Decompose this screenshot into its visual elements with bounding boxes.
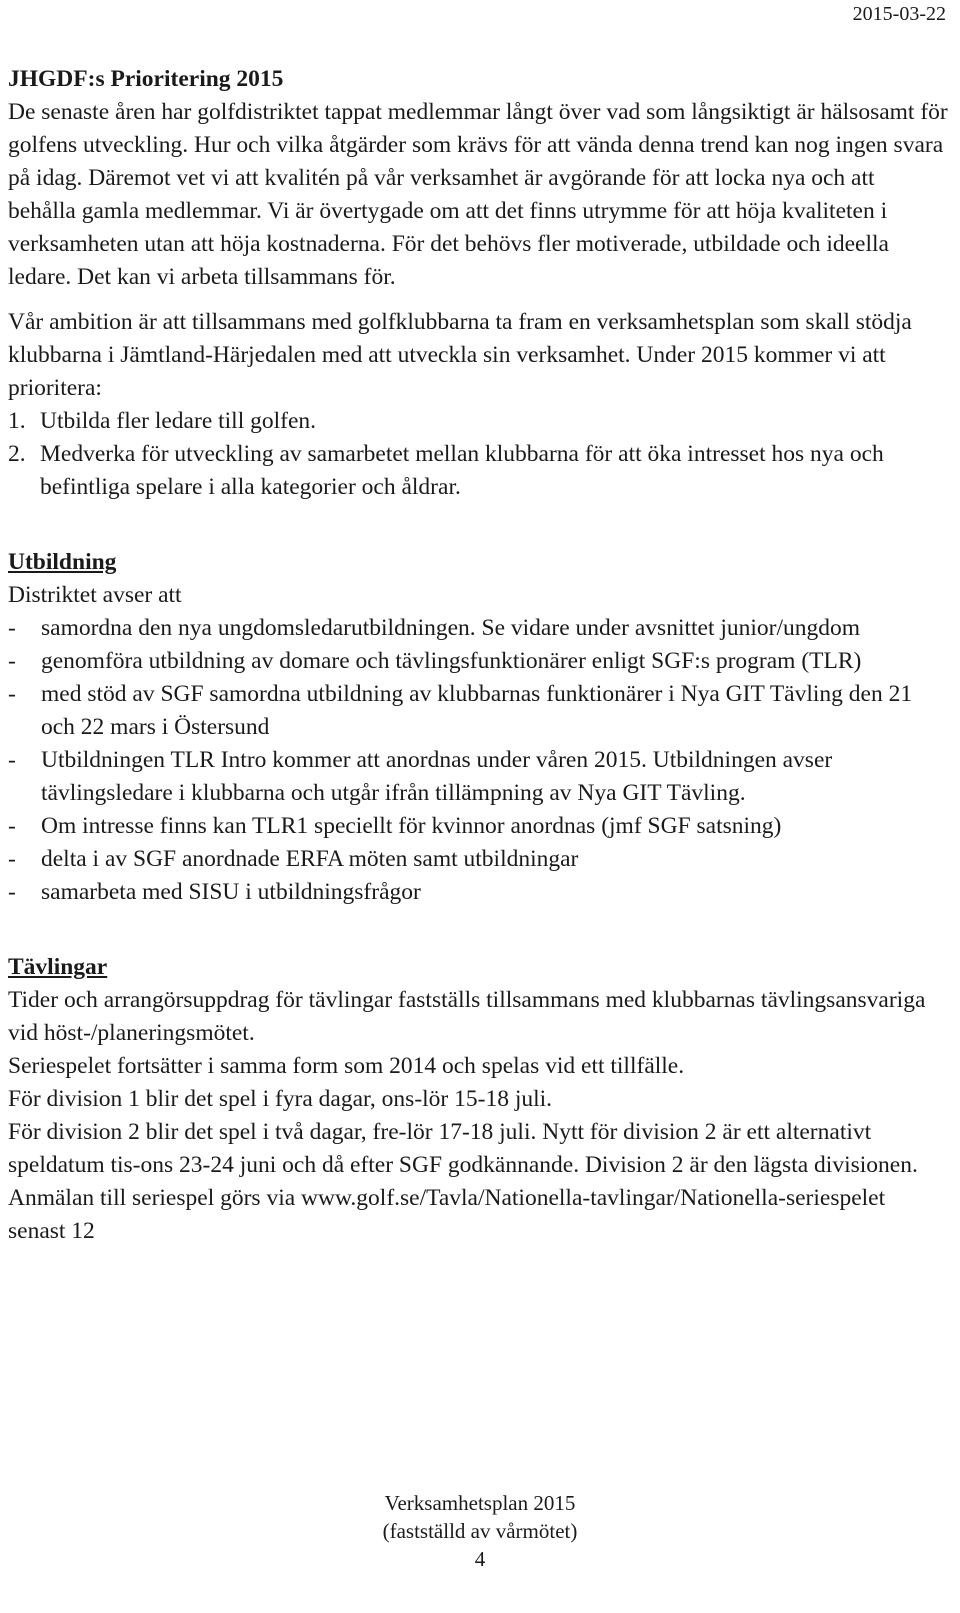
intro-paragraph: De senaste åren har golfdistriktet tappat medlemmar långt över vad som långsiktigt är hälsosamt för golfens utveckling. Hur och vilka åtgärder som krävs för att vända denna trend kan nog ingen svara på idag. Däremot vet vi att kvalitén på vår verksamhet är avgörande för att locka nya och att behålla gamla medlemmar. Vi är övertygade om att det finns utrymme för att höja kvaliteten i verksamheten utan att höja kostnaderna. För det behövs fler motiverade, utbildade och ideella ledare. Det kan vi arbeta tillsammans för. (8, 99, 948, 290)
page-footer (0, 1489, 960, 1573)
utbildning-lead: Distriktet avser att (8, 582, 182, 608)
list-item-text: Utbildningen TLR Intro kommer att anordnas under våren 2015. Utbildningen avser tävlingsledare i klubbarna och utgår ifrån tillämpning av Nya GIT Tävling. (41, 747, 833, 806)
tavlingar-paragraph-2: Seriespelet fortsätter i samma form som 2014 och spelas vid ett tillfälle. (8, 1053, 685, 1079)
list-item-text: samordna den nya ungdomsledarutbildningen. Se vidare under avsnittet junior/ungdom (41, 615, 861, 641)
list-item: - Om intresse finns kan TLR1 speciellt för kvinnor anordnas (jmf SGF satsning) (8, 810, 948, 843)
page-number: 4 (474, 1547, 486, 1571)
list-item-text: delta i av SGF anordnade ERFA möten samt utbildningar (41, 846, 579, 872)
list-item-text: med stöd av SGF samordna utbildning av klubbarnas funktionärer i Nya GIT Tävling den 21 och 22 mars i Östersund (41, 681, 913, 740)
footer-title: Verksamhetsplan 2015 (384, 1491, 576, 1515)
priority-item (8, 405, 948, 438)
tavlingar-paragraph-3: För division 1 blir det spel i fyra dagar, ons-lör 15-18 juli. (8, 1086, 553, 1112)
priority-item (8, 438, 948, 504)
priority-number: 2. (8, 441, 26, 467)
section-title-tavlingar: Tävlingar (8, 954, 108, 980)
list-item: - samordna den nya ungdomsledarutbildningen. Se vidare under avsnittet junior/ungdom (8, 612, 948, 645)
section-title-prioritering: JHGDF:s Prioritering 2015 (8, 66, 284, 92)
list-item-text: samarbeta med SISU i utbildningsfrågor (41, 879, 421, 905)
priority-text: Utbilda fler ledare till golfen. (40, 408, 317, 434)
document-body (8, 63, 948, 1248)
list-item: - samarbeta med SISU i utbildningsfrågor (8, 876, 948, 909)
list-item-text: genomföra utbildning av domare och tävlingsfunktionärer enligt SGF:s program (TLR) (41, 648, 862, 674)
section-title-utbildning: Utbildning (8, 549, 117, 575)
priority-text: Medverka för utveckling av samarbetet mellan klubbarna för att öka intresset hos nya och befintliga spelare i alla kategorier och åldrar. (40, 441, 884, 500)
priority-number: 1. (8, 408, 26, 434)
list-item: - med stöd av SGF samordna utbildning av klubbarnas funktionärer i Nya GIT Tävling den 21 och 22 mars i Östersund (8, 678, 948, 744)
footer-subtitle: (fastställd av vårmötet) (382, 1519, 578, 1543)
list-item-text: Om intresse finns kan TLR1 speciellt för kvinnor anordnas (jmf SGF satsning) (41, 813, 782, 839)
list-item: - genomföra utbildning av domare och tävlingsfunktionärer enligt SGF:s program (TLR) (8, 645, 948, 678)
tavlingar-paragraph-1: Tider och arrangörsuppdrag för tävlingar fastställs tillsammans med klubbarnas tävlingsansvariga vid höst-/planeringsmötet. (8, 987, 926, 1046)
list-item: - delta i av SGF anordnade ERFA möten samt utbildningar (8, 843, 948, 876)
list-item: - Utbildningen TLR Intro kommer att anordnas under våren 2015. Utbildningen avser tävlingsledare i klubbarna och utgår ifrån tillämpning av Nya GIT Tävling. (8, 744, 948, 810)
date-label: 2015-03-22 (852, 3, 946, 25)
ambition-paragraph: Vår ambition är att tillsammans med golfklubbarna ta fram en verksamhetsplan som skall stödja klubbarna i Jämtland-Härjedalen med att utveckla sin verksamhet. Under 2015 kommer vi att prioritera: (8, 309, 912, 401)
tavlingar-paragraph-4: För division 2 blir det spel i två dagar, fre-lör 17-18 juli. Nytt för division 2 är ett alternativt speldatum tis-ons 23-24 juni och då efter SGF godkännande. Division 2 är den lägsta divisionen. Anmälan till seriespel görs via www.golf.se/Tavla/Nationella-tavlingar/Nationella-seriespelet senast 12 (8, 1119, 918, 1244)
